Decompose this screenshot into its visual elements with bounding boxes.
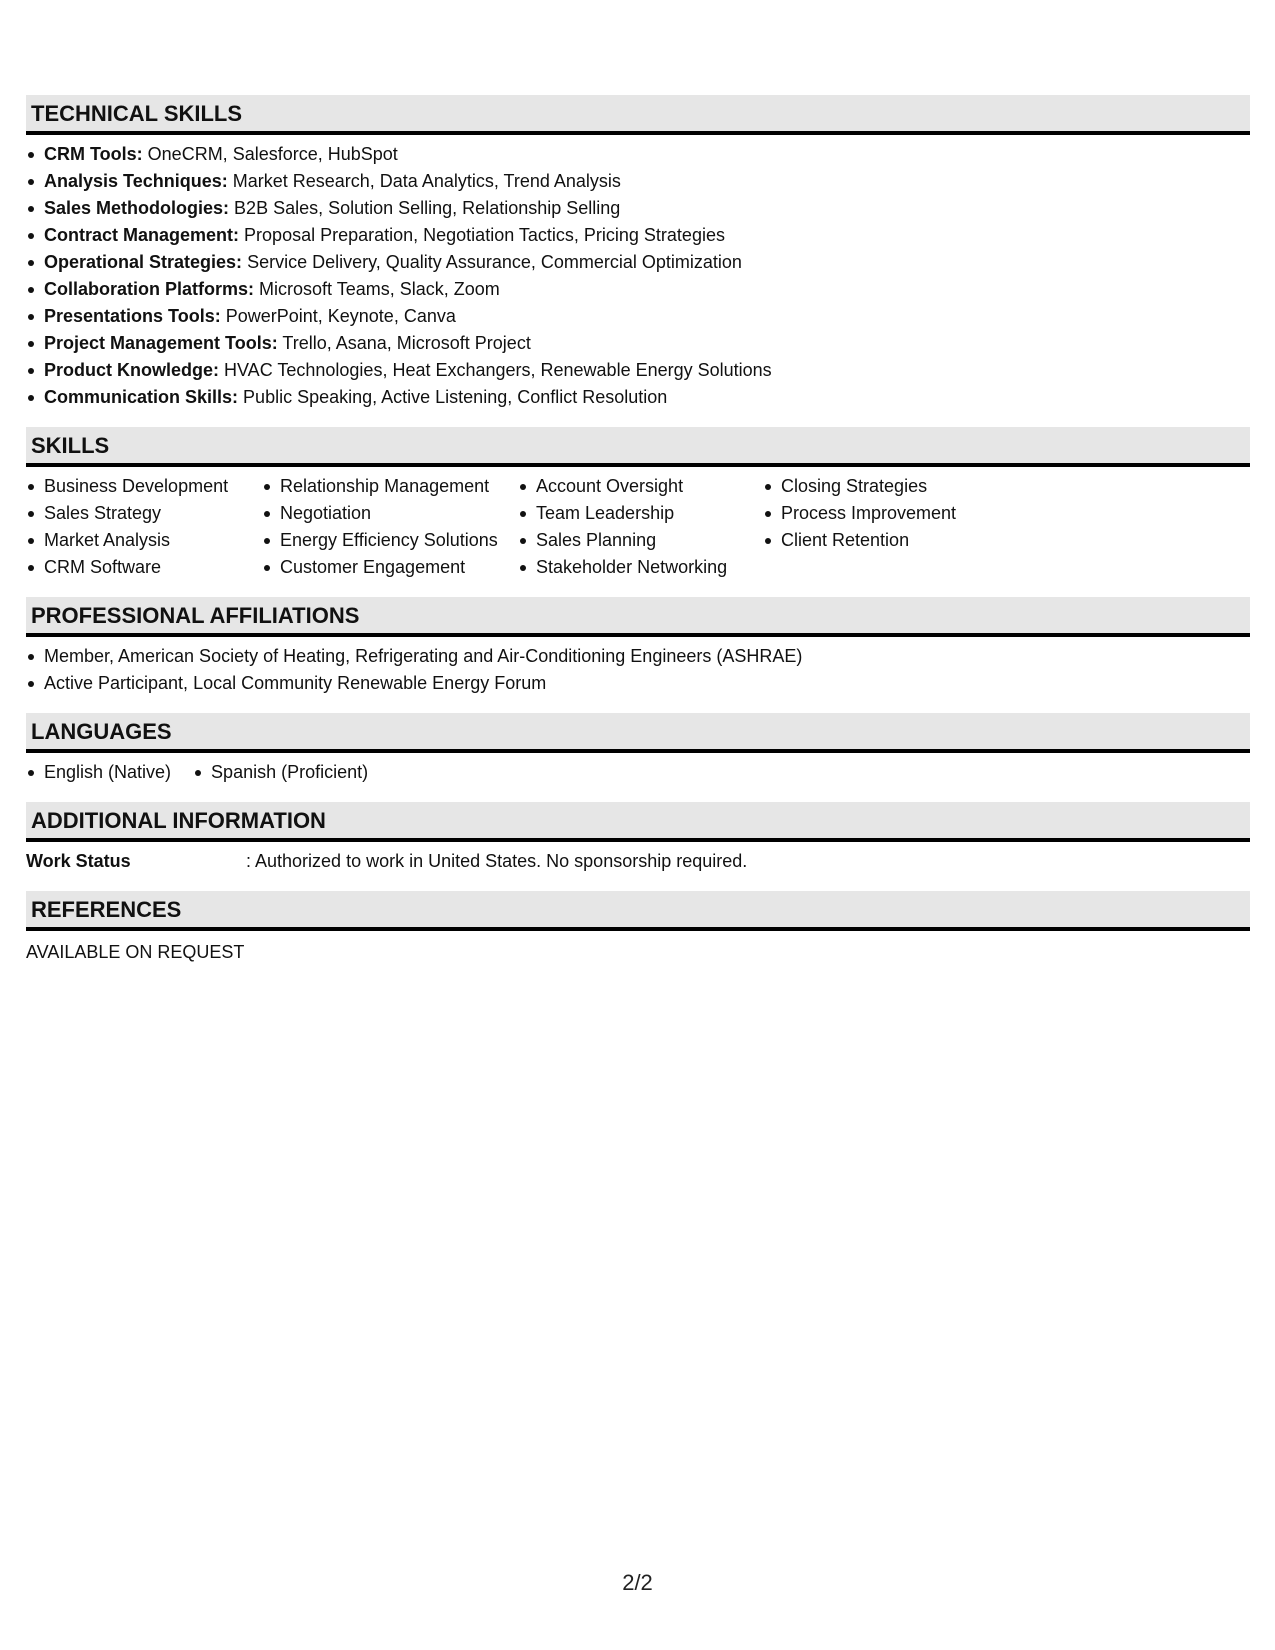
list-item: Project Management Tools: Trello, Asana, Microsoft Project bbox=[26, 330, 1250, 357]
list-item: Closing Strategies bbox=[763, 473, 1023, 500]
list-item: Relationship Management bbox=[262, 473, 518, 500]
resume-page bbox=[26, 95, 1250, 966]
references-text: AVAILABLE ON REQUEST bbox=[26, 942, 245, 962]
work-status-label: Work Status bbox=[26, 851, 131, 871]
list-item: Stakeholder Networking bbox=[518, 554, 763, 581]
list-item: Active Participant, Local Community Renewable Energy Forum bbox=[26, 670, 1250, 697]
affiliations-list bbox=[26, 643, 1250, 697]
page-number: 2/2 bbox=[622, 1570, 653, 1595]
skills-column bbox=[26, 473, 262, 581]
list-item: CRM Tools: OneCRM, Salesforce, HubSpot bbox=[26, 141, 1250, 168]
skills-heading: SKILLS bbox=[26, 427, 1250, 467]
work-status-value: : Authorized to work in United States. No sponsorship required. bbox=[246, 851, 748, 871]
list-item: Account Oversight bbox=[518, 473, 763, 500]
list-item: Team Leadership bbox=[518, 500, 763, 527]
list-item: Collaboration Platforms: Microsoft Teams, Slack, Zoom bbox=[26, 276, 1250, 303]
skills-grid bbox=[26, 467, 1250, 581]
skills-column bbox=[763, 473, 1023, 581]
technical-skills-list bbox=[26, 141, 1250, 411]
work-status-row bbox=[26, 842, 1250, 875]
skills-column bbox=[518, 473, 763, 581]
list-item: Negotiation bbox=[262, 500, 518, 527]
list-item: English (Native) bbox=[26, 759, 171, 786]
list-item: Operational Strategies: Service Delivery, Quality Assurance, Commercial Optimization bbox=[26, 249, 1250, 276]
additional-info-heading: ADDITIONAL INFORMATION bbox=[26, 802, 1250, 842]
references-heading: REFERENCES bbox=[26, 891, 1250, 931]
list-item: Energy Efficiency Solutions bbox=[262, 527, 518, 554]
list-item: Communication Skills: Public Speaking, Active Listening, Conflict Resolution bbox=[26, 384, 1250, 411]
list-item: Sales Strategy bbox=[26, 500, 262, 527]
list-item: Sales Methodologies: B2B Sales, Solution Selling, Relationship Selling bbox=[26, 195, 1250, 222]
list-item: Business Development bbox=[26, 473, 262, 500]
languages-list bbox=[26, 753, 1250, 786]
list-item: Product Knowledge: HVAC Technologies, Heat Exchangers, Renewable Energy Solutions bbox=[26, 357, 1250, 384]
list-item: Sales Planning bbox=[518, 527, 763, 554]
list-item: Process Improvement bbox=[763, 500, 1023, 527]
technical-skills-heading: TECHNICAL SKILLS bbox=[26, 95, 1250, 135]
list-item: Analysis Techniques: Market Research, Data Analytics, Trend Analysis bbox=[26, 168, 1250, 195]
affiliations-heading: PROFESSIONAL AFFILIATIONS bbox=[26, 597, 1250, 637]
list-item: Member, American Society of Heating, Refrigerating and Air-Conditioning Engineers (ASHRAE) bbox=[26, 643, 1250, 670]
skills-column bbox=[262, 473, 518, 581]
languages-heading: LANGUAGES bbox=[26, 713, 1250, 753]
list-item: Customer Engagement bbox=[262, 554, 518, 581]
list-item: Presentations Tools: PowerPoint, Keynote, Canva bbox=[26, 303, 1250, 330]
list-item: CRM Software bbox=[26, 554, 262, 581]
list-item: Spanish (Proficient) bbox=[193, 759, 368, 786]
list-item: Market Analysis bbox=[26, 527, 262, 554]
list-item: Contract Management: Proposal Preparation, Negotiation Tactics, Pricing Strategies bbox=[26, 222, 1250, 249]
list-item: Client Retention bbox=[763, 527, 1023, 554]
